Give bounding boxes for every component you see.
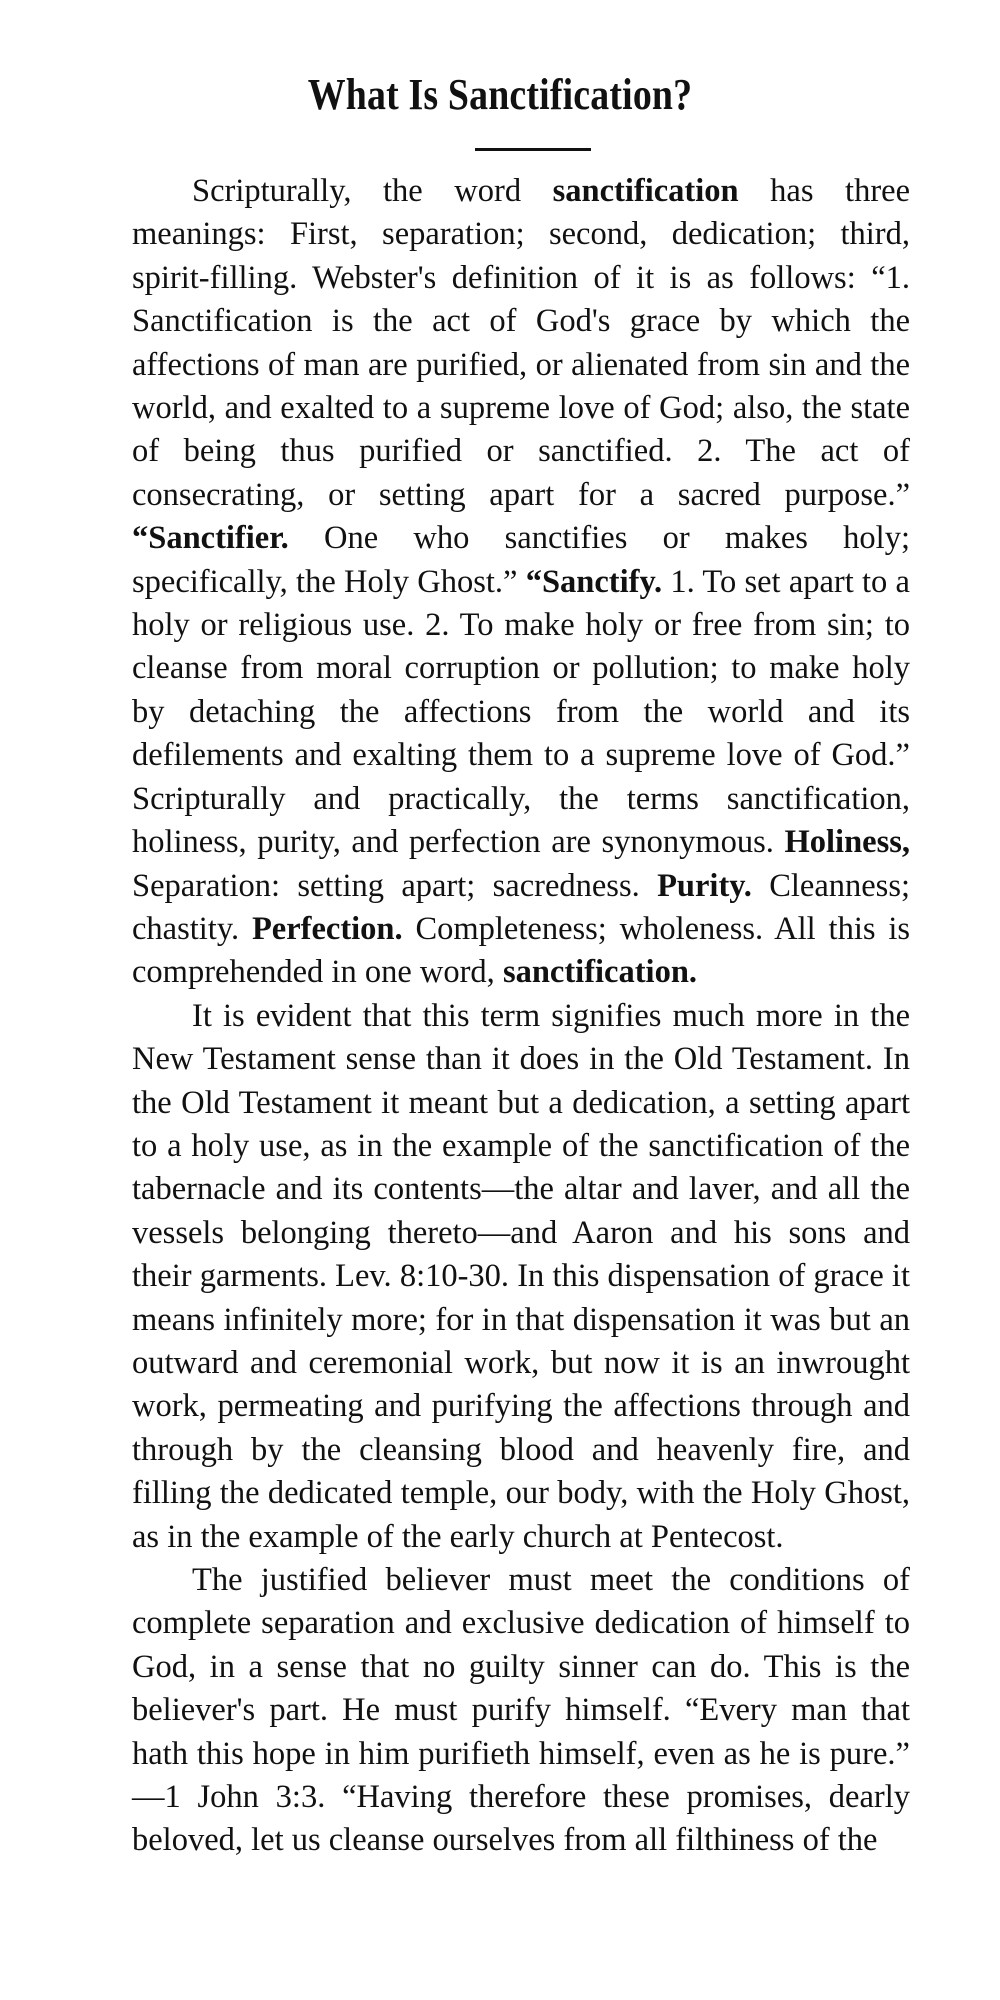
text-run: It is evident that this term signifies much more in the New Testament sense than it does in the Old Testament. In the Old Testament it meant but a dedication, a setting apart to a holy use, as in the example of the sanctification of the tabernacle and its contents—the altar and laver, and all the vessels belonging thereto—and Aaron and his sons and their garments. Lev. 8:10-30. In this dispensation of grace it means infinitely more; for in that dispensation it was but an outward and ceremonial work, but now it is an inwrought work, permeating and purifying the affections through and through by the cleansing blood and heavenly fire, and filling the dedicated temple, our body, with the Holy Ghost, as in the example of the early church at Pentecost. bbox=[132, 997, 910, 1555]
paragraph-1 bbox=[132, 170, 910, 995]
bold-term: sanctification. bbox=[502, 954, 698, 991]
bold-term: “Sanctify. bbox=[525, 563, 663, 600]
text-run: One who sanctifies or makes holy; specifically, the Holy Ghost.” bbox=[132, 520, 910, 600]
text-run: Completeness; wholeness. All this is comprehended in one word, bbox=[132, 910, 910, 991]
bold-term: “Sanctifier. bbox=[132, 520, 289, 557]
bold-term: Purity. bbox=[657, 867, 752, 904]
body-text bbox=[132, 170, 910, 1863]
bold-term: sanctification bbox=[552, 173, 739, 209]
title-divider bbox=[475, 148, 591, 151]
text-run: 1. To set apart to a holy or religious use. 2. To make holy or free from sin; to cleanse from moral corruption or pollution; to make holy by detaching the affections from the world and its defilements and exalting them to a supreme love of God.” Scripturally and practically, the terms sanctification, holiness, purity, and perfection are synonymous. bbox=[132, 563, 910, 861]
text-run: Cleanness; chastity. bbox=[132, 867, 910, 947]
paragraph-3 bbox=[132, 1559, 910, 1863]
text-run: Scripturally, the word bbox=[192, 173, 553, 209]
bold-term: Holiness, bbox=[784, 824, 910, 861]
bold-term: Perfection. bbox=[251, 910, 403, 947]
text-run: The justified believer must meet the conditions of complete separation and exclusive dedication of himself to God, in a sense that no guilty sinner can do. This is the believer's part. He must purify himself. “Every man that hath this hope in him purifieth himself, even as he is pure.” —1 John 3:3. “Having therefore these promises, dearly beloved, let us cleanse ourselves from all filthiness of the bbox=[132, 1562, 910, 1859]
page-title: What Is Sanctification? bbox=[307, 70, 693, 119]
paragraph-2 bbox=[132, 995, 910, 1559]
text-run: has three meanings: First, separation; second, dedication; third, spirit-filling. Webster's definition of it is as follows: “1. Sanctification is the act of God's grace by which the affections of man are purified, or alienated from sin and the world, and exalted to a supreme love of God; also, the state of being thus purified or sanctified. 2. The act of consecrating, or setting apart for a sacred purpose.” bbox=[132, 173, 911, 513]
text-run: Separation: setting apart; sacredness. bbox=[132, 867, 658, 904]
